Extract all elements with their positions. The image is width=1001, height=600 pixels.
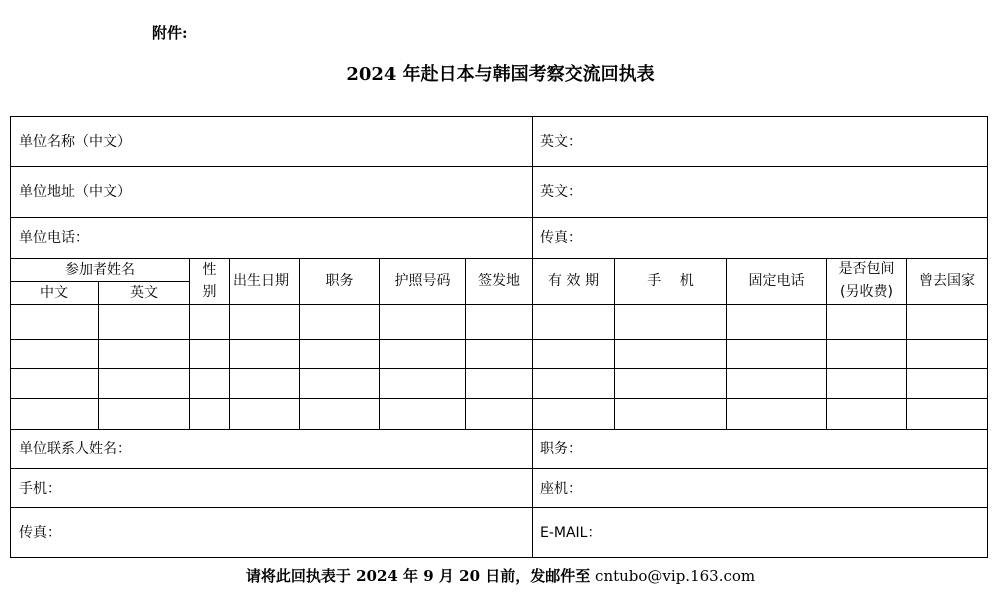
contact-position-label: 职务： xyxy=(540,441,582,457)
header-gender-bottom: 别 xyxy=(202,284,217,300)
row-divider xyxy=(10,304,988,305)
header-countries-visited: 曾去国家 xyxy=(919,273,975,289)
header-private-room-bottom: (另收费) xyxy=(840,284,893,300)
header-name-cn: 中文 xyxy=(40,285,68,301)
table-border-top xyxy=(10,116,988,117)
row-divider xyxy=(10,429,988,430)
header-mobile: 手 机 xyxy=(647,273,694,289)
row-divider xyxy=(10,398,988,399)
form-title: 2024 年赴日本与韩国考察交流回执表 xyxy=(346,64,655,85)
header-gender-top: 性 xyxy=(202,262,217,278)
column-divider-main xyxy=(532,116,533,558)
footer-instruction xyxy=(0,565,1001,586)
column-divider xyxy=(98,281,99,429)
org-address-cn-label: 单位地址（中文） xyxy=(19,184,131,200)
contact-landline-label: 座机： xyxy=(540,481,582,497)
org-name-en-label: 英文： xyxy=(540,134,582,150)
row-divider xyxy=(10,258,988,259)
contact-fax-label: 传真： xyxy=(19,525,61,541)
contact-email-label: E-MAIL： xyxy=(540,525,602,541)
contact-mobile-label: 手机： xyxy=(19,481,61,497)
row-divider xyxy=(10,507,988,508)
footer-email: cntubo@vip.163.com xyxy=(595,567,756,585)
header-participant-name: 参加者姓名 xyxy=(65,262,135,278)
row-divider xyxy=(10,368,988,369)
table-border-right xyxy=(987,116,988,558)
row-divider xyxy=(10,339,988,340)
header-validity: 有 效 期 xyxy=(548,273,599,289)
contact-name-label: 单位联系人姓名： xyxy=(19,441,131,457)
header-passport-number: 护照号码 xyxy=(394,273,451,289)
footer-instruction-text: 请将此回执表于 2024 年 9 月 20 日前，发邮件至 xyxy=(245,567,591,585)
row-divider xyxy=(10,217,988,218)
org-name-cn-label: 单位名称（中文） xyxy=(19,134,131,150)
header-landline: 固定电话 xyxy=(748,273,805,289)
table-border-bottom xyxy=(10,557,988,558)
header-issue-place: 签发地 xyxy=(478,273,520,289)
header-position: 职务 xyxy=(325,273,354,289)
header-private-room-top: 是否包间 xyxy=(838,261,895,277)
table-border-left xyxy=(10,116,11,558)
header-birthdate: 出生日期 xyxy=(233,273,289,289)
header-subdivider xyxy=(10,281,190,282)
org-fax-label: 传真： xyxy=(540,230,582,246)
org-address-en-label: 英文： xyxy=(540,184,582,200)
org-phone-label: 单位电话： xyxy=(19,230,89,246)
receipt-form-table xyxy=(10,116,988,558)
row-divider xyxy=(10,166,988,167)
row-divider xyxy=(10,468,988,469)
attachment-label: 附件: xyxy=(152,24,188,42)
header-name-en: 英文 xyxy=(130,285,158,301)
